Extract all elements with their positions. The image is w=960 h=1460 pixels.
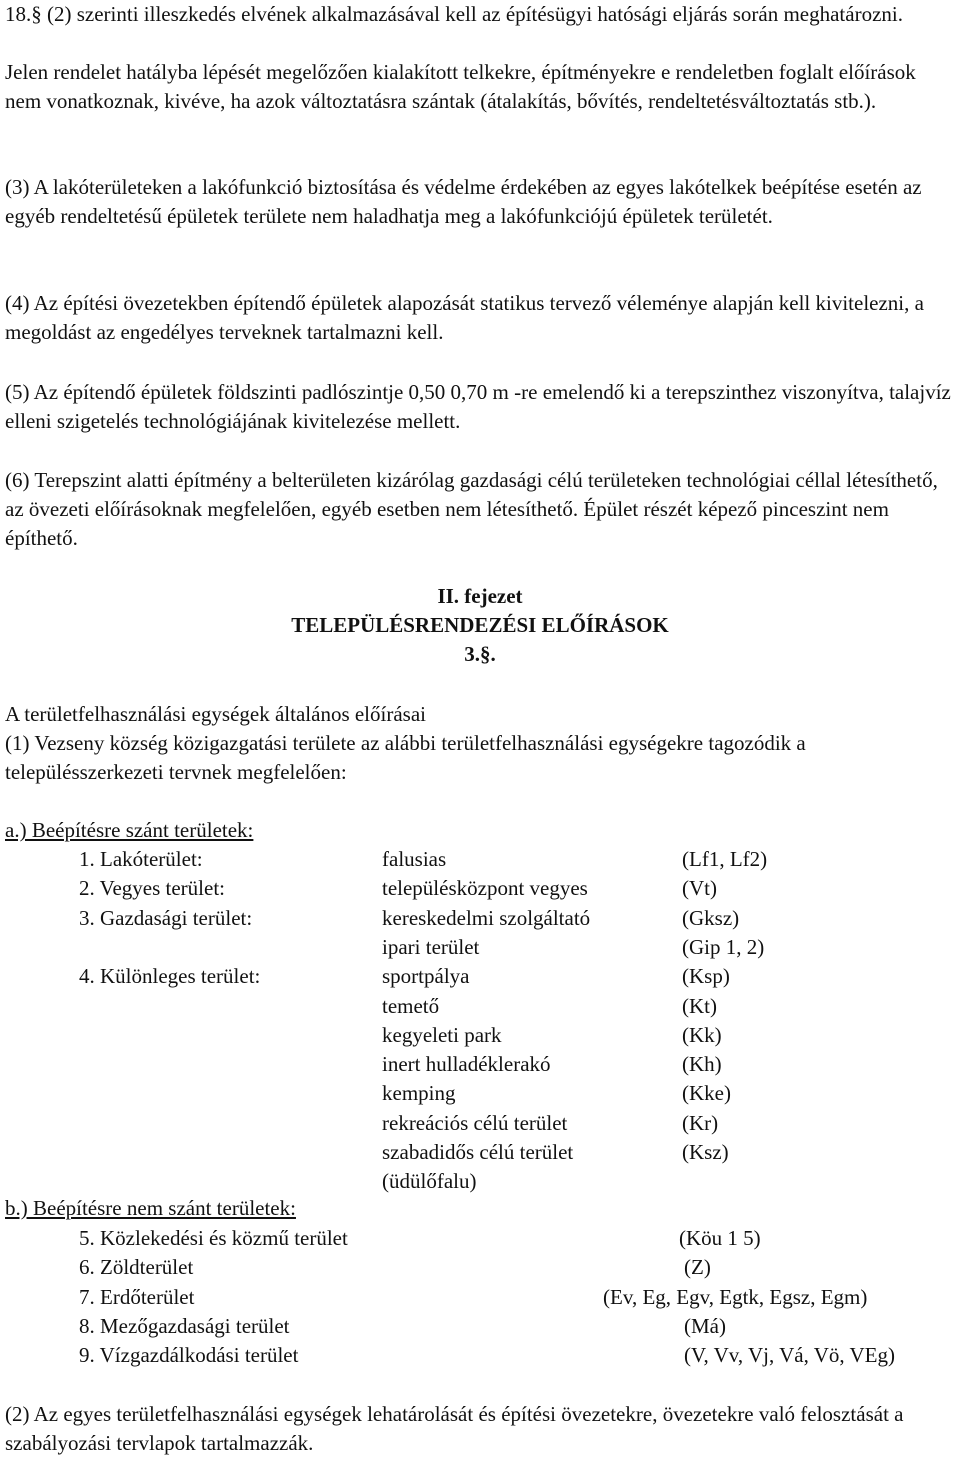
- land-use-a-name: (üdülőfalu): [382, 1169, 477, 1194]
- land-use-a-code: (Gip 1, 2): [682, 934, 765, 959]
- land-use-a-row: [0, 962, 960, 991]
- land-use-a-name: sportpálya: [382, 964, 470, 989]
- land-use-b-cat: 5. Közlekedési és közmű terület: [79, 1226, 348, 1250]
- land-use-a-code: (Ksp): [682, 964, 730, 989]
- land-use-a-code: (Lf1, Lf2): [682, 847, 768, 871]
- land-use-a-cat: 3. Gazdasági terület:: [79, 905, 253, 930]
- group-a-heading: a.) Beépítésre szánt területek:: [5, 818, 254, 842]
- land-use-a-code: (Gksz): [682, 905, 740, 930]
- land-use-b-row: [0, 1224, 960, 1253]
- land-use-a-row: [0, 1050, 960, 1079]
- land-use-a-cat: 4. Különleges terület:: [79, 964, 261, 989]
- land-use-a-code: (Kr): [682, 1110, 719, 1135]
- land-use-a-code: (Kh): [682, 1052, 722, 1077]
- paragraph-jelen-rendelet: Jelen rendelet hatályba lépését megelőzően kialakított telkekre, építményekre e rendeletben foglalt előírások nem vonatkoznak, kivéve, ha azok változtatásra szántak (átalakítás, bővítés, rendeltetésváltoztatás stb.).: [5, 60, 916, 113]
- land-use-a-name: temető: [382, 993, 440, 1018]
- land-use-b-cat: 7. Erdőterület: [79, 1284, 195, 1309]
- paragraph-1: (1) Vezseny község közigazgatási területe az alábbi területfelhasználási egységekre tagozódik a településszerkezeti tervnek megfelelően:: [5, 731, 806, 784]
- land-use-a-name: településközpont vegyes: [382, 876, 588, 901]
- land-use-a-code: (Kk): [682, 1022, 722, 1047]
- land-use-a-row: [0, 933, 960, 962]
- land-use-b-code: (V, Vv, Vj, Vá, Vö, VEg): [684, 1343, 895, 1368]
- land-use-b-code: (Köu 1 5): [679, 1226, 761, 1250]
- land-use-a-name: kereskedelmi szolgáltató: [382, 905, 591, 930]
- land-use-a-cat: 2. Vegyes terület:: [79, 876, 225, 901]
- land-use-a-row: [0, 874, 960, 903]
- land-use-b-cat: 8. Mezőgazdasági terület: [79, 1313, 290, 1338]
- land-use-b-row: [0, 1253, 960, 1282]
- land-use-a-name: kegyeleti park: [382, 1022, 502, 1047]
- land-use-b-code: (Z): [684, 1255, 711, 1280]
- group-b-heading: b.) Beépítésre nem szánt területek:: [5, 1196, 296, 1220]
- land-use-a-row: [0, 1109, 960, 1138]
- land-use-a-row: [0, 904, 960, 933]
- land-use-a-name: ipari terület: [382, 934, 480, 959]
- land-use-a-name: inert hulladéklerakó: [382, 1052, 551, 1077]
- paragraph-18: 18.§ (2) szerinti illeszkedés elvének alkalmazásával kell az építésügyi hatósági eljárás során meghatározni.: [5, 2, 903, 26]
- paragraph-3: (3) A lakóterületeken a lakófunkció biztosítása és védelme érdekében az egyes lakótelkek beépítése esetén az egyéb rendeltetésű épületek területe nem haladhatja meg a lakófunkciójú épületek területét.: [5, 175, 922, 228]
- paragraph-2: (2) Az egyes területfelhasználási egységek lehatárolását és építési övezetekre, övezetekre való felosztását a szabályozási tervlapok tartalmazzák.: [5, 1402, 904, 1455]
- land-use-a-name: kemping: [382, 1081, 456, 1106]
- chapter-title: TELEPÜLÉSRENDEZÉSI ELŐÍRÁSOK: [291, 613, 669, 637]
- paragraph-6: (6) Terepszint alatti építmény a belterületen kizárólag gazdasági célú területeken technológiai céllal létesíthető, az övezeti előírásoknak megfelelően, egyéb esetben nem létesíthető. Épület részét képező pinceszint nem építhető.: [5, 468, 938, 550]
- land-use-a-row: [0, 1021, 960, 1050]
- land-use-a-cat: 1. Lakóterület:: [79, 847, 203, 871]
- paragraph-4: (4) Az építési övezetekben építendő épületek alapozását statikus tervező véleménye alapján kell kivitelezni, a megoldást az engedélyes terveknek tartalmazni kell.: [5, 291, 924, 344]
- land-use-a-code: (Ksz): [682, 1140, 729, 1164]
- land-use-b-row: [0, 1283, 960, 1312]
- land-use-a-code: (Kke): [682, 1081, 731, 1106]
- land-use-b-cat: 6. Zöldterület: [79, 1255, 194, 1280]
- land-use-b-cat: 9. Vízgazdálkodási terület: [79, 1343, 299, 1368]
- chapter-number: II. fejezet: [437, 584, 523, 608]
- land-use-b-row: [0, 1312, 960, 1341]
- land-use-a-name: szabadidős célú terület: [382, 1140, 574, 1164]
- land-use-a-row: [0, 845, 960, 874]
- land-use-a-row: [0, 1167, 960, 1196]
- section-number: 3.§.: [464, 642, 496, 666]
- section-heading: A területfelhasználási egységek általános előírásai: [5, 702, 426, 726]
- land-use-a-row: [0, 1079, 960, 1108]
- land-use-b-row: [0, 1341, 960, 1370]
- land-use-a-code: (Kt): [682, 993, 717, 1018]
- land-use-b-code: (Ev, Eg, Egv, Egtk, Egsz, Egm): [603, 1284, 868, 1309]
- land-use-a-row: [0, 1138, 960, 1167]
- land-use-a-code: (Vt): [682, 876, 717, 901]
- land-use-a-name: rekreációs célú terület: [382, 1110, 568, 1135]
- land-use-a-row: [0, 992, 960, 1021]
- land-use-b-code: (Má): [684, 1313, 726, 1338]
- paragraph-5: (5) Az építendő épületek földszinti padlószintje 0,50 0,70 m -re emelendő ki a terepszinthez viszonyítva, talajvíz elleni szigetelés technológiájának kivitelezése mellett.: [5, 380, 951, 433]
- land-use-a-name: falusias: [382, 847, 447, 871]
